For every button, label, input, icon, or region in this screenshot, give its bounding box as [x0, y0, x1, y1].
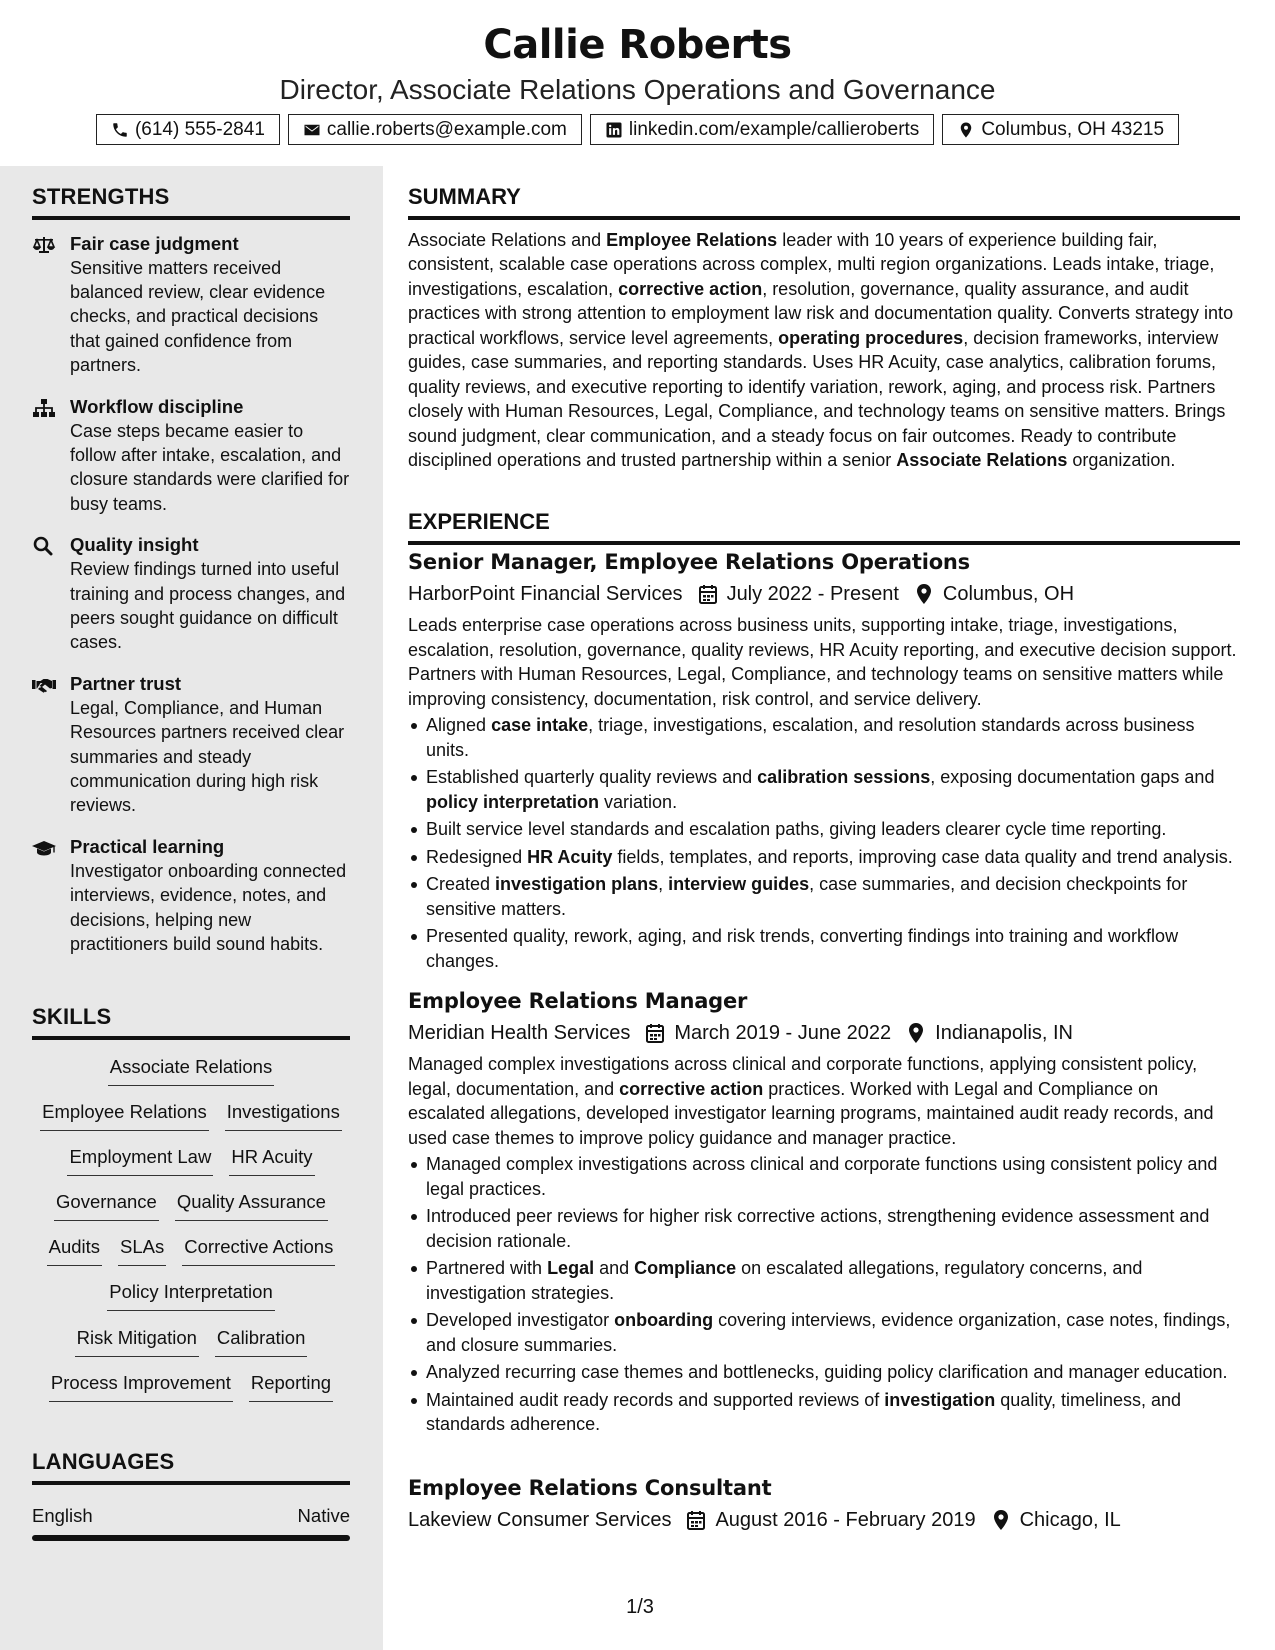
- section-divider: [408, 216, 1240, 220]
- skill-tag: Process Improvement: [49, 1370, 233, 1402]
- text-run: fields, templates, and reports, improving case data quality and trend analysis.: [612, 846, 1233, 867]
- text-run: Introduced peer reviews for higher risk corrective actions, strengthening evidence assessment and decision rationale.: [426, 1206, 1210, 1251]
- job-company: HarborPoint Financial Services: [408, 583, 683, 605]
- text-run: Built service level standards and escalation paths, giving leaders clearer cycle time reporting.: [426, 819, 1167, 839]
- skill-tag: Associate Relations: [108, 1054, 274, 1086]
- job-meta: [408, 1506, 1240, 1534]
- job-bullet: [408, 1388, 1240, 1437]
- text-run: on escalated allegations, regulatory concerns, and investigation strategies.: [426, 1258, 1143, 1303]
- job-bullet: [408, 872, 1240, 921]
- strength-desc: Review findings turned into useful training and process changes, and peers sought guidance on difficult cases.: [70, 559, 346, 653]
- skill-row: [32, 1099, 350, 1144]
- text-run: quality, timeliness, and standards adherence.: [426, 1389, 1182, 1434]
- text-run: and: [594, 1258, 635, 1278]
- text-run: Established quarterly quality reviews and: [426, 767, 758, 787]
- experience-title: EXPERIENCE: [408, 509, 550, 534]
- envelope-icon: [303, 121, 321, 139]
- strengths-title: STRENGTHS: [32, 184, 170, 209]
- job-entry: [408, 547, 1240, 976]
- job-dates: July 2022 - Present: [726, 583, 899, 605]
- strength-title: Workflow discipline: [70, 395, 244, 417]
- skill-tag: Reporting: [249, 1370, 333, 1402]
- skills-title: SKILLS: [32, 1004, 112, 1029]
- contact-bar: [0, 114, 1275, 145]
- search-icon: [32, 536, 56, 556]
- strength-title: Fair case judgment: [70, 232, 239, 254]
- skill-tag: SLAs: [118, 1234, 166, 1266]
- language-level: Native: [297, 1504, 350, 1526]
- contact-location-text: Columbus, OH 43215: [981, 118, 1165, 140]
- strength-item: [32, 672, 350, 818]
- skill-row: [32, 1189, 350, 1234]
- skill-tag: HR Acuity: [229, 1144, 314, 1176]
- map-pin-icon: [915, 584, 933, 604]
- graduation-cap-icon: [32, 838, 56, 858]
- contact-phone[interactable]: [96, 114, 280, 145]
- strength-title: Practical learning: [70, 835, 225, 857]
- strength-item: [32, 533, 350, 655]
- job-bullet: [408, 924, 1240, 973]
- calendar-icon: [687, 1510, 705, 1530]
- skill-row: [32, 1234, 350, 1279]
- text-run: Redesigned: [426, 846, 528, 867]
- text-run: variation.: [599, 791, 678, 812]
- job-meta: [408, 580, 1240, 608]
- keyword-bold: corrective action: [618, 278, 763, 299]
- keyword-bold: Compliance: [634, 1258, 737, 1278]
- sidebar: [0, 166, 383, 1650]
- job-dates: March 2019 - June 2022: [674, 1022, 892, 1044]
- summary-section: [408, 184, 1240, 473]
- candidate-name: Callie Roberts: [483, 22, 792, 68]
- contact-location: [942, 114, 1179, 145]
- strength-desc: Legal, Compliance, and Human Resources partners received clear summaries and steady communication during high risk reviews.: [70, 697, 345, 816]
- strength-title: Partner trust: [70, 672, 182, 694]
- keyword-bold: corrective action: [619, 1078, 764, 1099]
- job-title: Employee Relations Consultant: [408, 1476, 772, 1500]
- job-bullet: [408, 1256, 1240, 1305]
- text-run: , resolution, governance, quality assurance, and audit practices with strong attention to employment law risk and documentation quality. Converts strategy into practical workflows, service level agreements,: [408, 278, 1234, 348]
- map-pin-icon: [992, 1510, 1010, 1530]
- contact-linkedin-text: linkedin.com/example/callieroberts: [628, 118, 920, 140]
- job-dates: August 2016 - February 2019: [715, 1509, 976, 1531]
- strength-item: [32, 232, 350, 378]
- job-bullet: [408, 1360, 1240, 1385]
- keyword-bold: Legal: [547, 1258, 595, 1278]
- keyword-bold: onboarding: [614, 1310, 714, 1330]
- skill-tag: Policy Interpretation: [107, 1279, 275, 1311]
- job-bullet: [408, 1308, 1240, 1357]
- text-run: practices. Worked with Legal and Compliance on escalated allegations, developed investigator learning programs, maintained audit ready records, and used case themes to improve policy guidance and manager practice.: [408, 1078, 1214, 1148]
- skill-tag: Investigations: [225, 1099, 342, 1131]
- job-entry: [408, 1473, 1240, 1536]
- calendar-icon: [646, 1023, 664, 1043]
- text-run: Presented quality, rework, aging, and risk trends, converting findings into training and workflow changes.: [426, 926, 1179, 971]
- text-run: Managed complex investigations across clinical and corporate functions using consistent policy and legal practices.: [426, 1154, 1218, 1199]
- keyword-bold: calibration sessions: [757, 767, 931, 787]
- skill-tag: Corrective Actions: [182, 1234, 335, 1266]
- language-name: English: [32, 1504, 93, 1526]
- job-bullet: [408, 713, 1240, 762]
- job-description: [408, 613, 1240, 711]
- language-item: [32, 1505, 350, 1527]
- job-bullets: [408, 1152, 1240, 1437]
- skill-row: [32, 1370, 350, 1415]
- keyword-bold: operating procedures: [778, 327, 964, 348]
- languages-title: LANGUAGES: [32, 1449, 175, 1474]
- strength-title: Quality insight: [70, 534, 199, 556]
- calendar-icon: [699, 584, 717, 604]
- job-location: Columbus, OH: [942, 583, 1075, 605]
- resume-header: [0, 0, 1275, 166]
- strength-desc: Case steps became easier to follow after intake, escalation, and closure standards were clarified for busy teams.: [70, 420, 350, 514]
- strength-item: [32, 395, 350, 517]
- skills-section: [32, 1004, 350, 1415]
- job-bullet: [408, 1152, 1240, 1201]
- job-bullet: [408, 845, 1240, 870]
- text-run: Associate Relations and: [408, 229, 607, 250]
- job-company: Lakeview Consumer Services: [408, 1509, 672, 1531]
- skill-tag: Employee Relations: [40, 1099, 209, 1131]
- job-title: Senior Manager, Employee Relations Operations: [408, 550, 970, 574]
- job-bullets: [408, 713, 1240, 973]
- keyword-bold: Employee Relations: [606, 229, 778, 250]
- text-run: , decision frameworks, interview guides, case summaries, and reporting standards. Uses HR Acuity, case analytics, calibration forums, quality reviews, and executive reporting to identify variation, rework, aging, and process risk. Partners closely with Human Resources, Legal, Compliance, and technology teams on sensitive matters. Brings sound judgment, clear communication, and a steady focus on fair outcomes. Ready to contribute disciplined operations and trusted partnership within a senior: [408, 327, 1226, 470]
- contact-phone-text: (614) 555-2841: [134, 118, 265, 140]
- job-bullet: [408, 1204, 1240, 1253]
- text-run: Managed complex investigations across clinical and corporate functions, applying consistent policy, legal, documentation, and: [408, 1054, 1198, 1099]
- skill-row: [32, 1144, 350, 1189]
- languages-section: [32, 1449, 350, 1541]
- skill-row: [32, 1054, 350, 1099]
- text-run: , triage, investigations, escalation, and resolution standards across business units.: [426, 715, 1195, 760]
- text-run: ,: [658, 874, 669, 894]
- map-pin-icon: [957, 121, 975, 139]
- text-run: Maintained audit ready records and supported reviews of: [426, 1389, 885, 1410]
- linkedin-icon: [605, 121, 623, 139]
- section-divider: [32, 1481, 350, 1485]
- text-run: covering interviews, evidence organization, case notes, findings, and closure summaries.: [426, 1310, 1231, 1355]
- strengths-section: [32, 184, 350, 973]
- text-run: Leads enterprise case operations across business units, supporting intake, triage, investigations, escalation, resolution, governance, quality reviews, HR Acuity reporting, and executive decision support. Partners with Human Resources, Legal, Compliance, and technology teams on sensitive matters while improving consistency, documentation, risk control, and service delivery.: [408, 615, 1237, 709]
- job-meta: [408, 1019, 1240, 1047]
- text-run: , exposing documentation gaps and: [930, 767, 1215, 787]
- job-bullet: [408, 765, 1240, 814]
- keyword-bold: HR Acuity: [527, 846, 613, 867]
- text-run: Partnered with: [426, 1258, 548, 1278]
- job-company: Meridian Health Services: [408, 1022, 631, 1044]
- strength-item: [32, 835, 350, 957]
- map-pin-icon: [907, 1023, 925, 1043]
- keyword-bold: policy interpretation: [426, 791, 600, 812]
- experience-section: [408, 509, 1240, 1531]
- section-divider: [32, 1036, 350, 1040]
- scale-icon: [32, 235, 56, 255]
- text-run: Analyzed recurring case themes and bottlenecks, guiding policy clarification and manager education.: [426, 1362, 1228, 1382]
- keyword-bold: interview guides: [668, 874, 810, 894]
- section-divider: [32, 216, 350, 220]
- keyword-bold: investigation: [884, 1389, 996, 1410]
- job-title: Employee Relations Manager: [408, 989, 748, 1013]
- job-entry: [408, 986, 1240, 1440]
- contact-email[interactable]: [288, 114, 582, 145]
- job-description: [408, 1052, 1240, 1150]
- keyword-bold: investigation plans: [495, 874, 659, 894]
- text-run: Created: [426, 874, 496, 894]
- job-bullet: [408, 817, 1240, 842]
- page-number: 1/3: [626, 1596, 654, 1618]
- candidate-headline: Director, Associate Relations Operations and Governance: [279, 74, 996, 105]
- skill-tag: Quality Assurance: [175, 1189, 328, 1221]
- skill-row: [32, 1325, 350, 1370]
- skill-tag: Governance: [54, 1189, 159, 1221]
- contact-linkedin[interactable]: [590, 114, 934, 145]
- sitemap-icon: [32, 398, 56, 418]
- text-run: Aligned: [426, 715, 492, 735]
- text-run: leader with 10 years of experience building fair, consistent, scalable case operations across complex, multi region organizations. Leads intake, triage, investigations, escalation,: [408, 229, 1215, 299]
- skill-row: [32, 1279, 350, 1324]
- text-run: Developed investigator: [426, 1310, 615, 1330]
- handshake-icon: [32, 675, 56, 695]
- section-divider: [408, 541, 1240, 545]
- job-location: Indianapolis, IN: [935, 1022, 1074, 1044]
- strength-desc: Sensitive matters received balanced review, clear evidence checks, and practical decisions that gained confidence from partners.: [70, 257, 326, 376]
- job-location: Chicago, IL: [1019, 1509, 1121, 1531]
- text-run: , case summaries, and decision checkpoints for sensitive matters.: [426, 874, 1188, 919]
- skills-list: [32, 1054, 350, 1416]
- phone-icon: [111, 121, 129, 139]
- keyword-bold: Associate Relations: [896, 450, 1068, 470]
- language-proficiency-bar: [32, 1535, 350, 1541]
- text-run: organization.: [1067, 450, 1176, 470]
- summary-text: [408, 228, 1240, 473]
- contact-email-text: callie.roberts@example.com: [326, 118, 567, 140]
- skill-tag: Employment Law: [67, 1144, 213, 1176]
- keyword-bold: case intake: [491, 715, 589, 735]
- skill-tag: Audits: [47, 1234, 102, 1266]
- skill-tag: Risk Mitigation: [75, 1325, 199, 1357]
- strength-desc: Investigator onboarding connected interviews, evidence, notes, and decisions, helping new practitioners build sound habits.: [70, 860, 347, 955]
- summary-title: SUMMARY: [408, 184, 521, 209]
- skill-tag: Calibration: [215, 1325, 307, 1357]
